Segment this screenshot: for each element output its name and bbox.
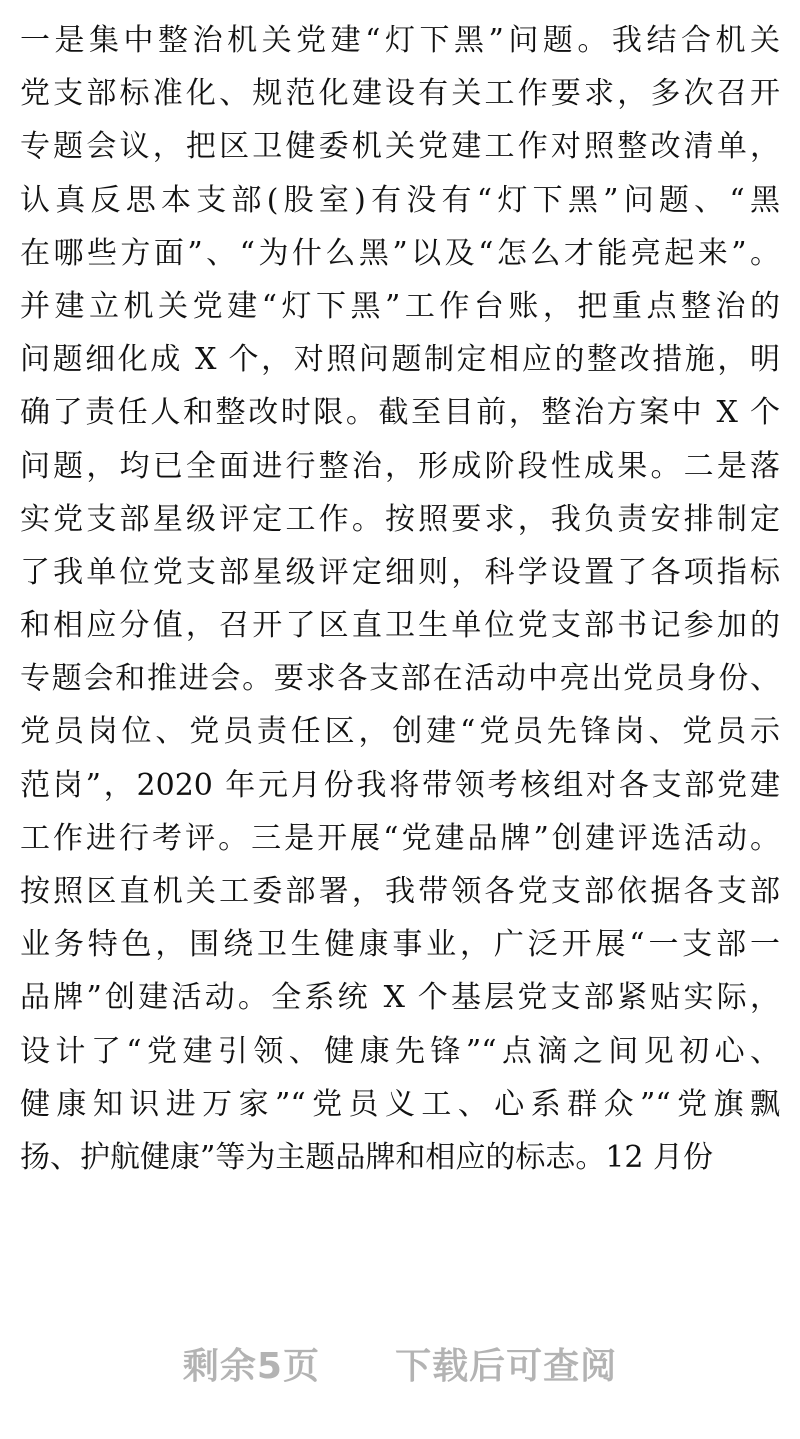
- text-line: 和相应分值，召开了区直卫生单位党支部书记参加的: [20, 608, 780, 644]
- text-line: 扬、护航健康”等为主题品牌和相应的标志。12 月份: [20, 1139, 714, 1175]
- text-line: 认真反思本支部(股室)有没有“灯下黑”问题、“黑: [20, 182, 780, 218]
- text-line: 问题细化成 X 个，对照问题制定相应的整改措施，明: [20, 342, 780, 378]
- text-line: 确了责任人和整改时限。截至目前，整治方案中 X 个: [20, 395, 780, 431]
- text-line: 党员岗位、党员责任区，创建“党员先锋岗、党员示: [20, 714, 780, 750]
- text-line: 了我单位党支部星级评定细则，科学设置了各项指标: [20, 554, 780, 590]
- text-line: 专题会和推进会。要求各支部在活动中亮出党员身份、: [20, 661, 780, 697]
- text-line: 工作进行考评。三是开展“党建品牌”创建评选活动。: [20, 820, 780, 856]
- text-line: 健康知识进万家”“党员义工、心系群众”“党旗飘: [20, 1086, 780, 1122]
- text-line: 范岗”，2020 年元月份我将带领考核组对各支部党建: [20, 767, 780, 803]
- text-line: 设计了“党建引领、健康先锋”“点滴之间见初心、: [20, 1033, 780, 1069]
- text-line: 在哪些方面”、“为什么黑”以及“怎么才能亮起来”。: [20, 235, 780, 271]
- text-line: 专题会议，把区卫健委机关党建工作对照整改清单，: [20, 129, 780, 165]
- text-line: 业务特色，围绕卫生健康事业，广泛开展“一支部一: [20, 927, 780, 963]
- text-line: 实党支部星级评定工作。按照要求，我负责安排制定: [20, 501, 780, 537]
- text-line: 按照区直机关工委部署，我带领各党支部依据各支部: [20, 874, 780, 909]
- text-line: 并建立机关党建“灯下黑”工作台账，把重点整治的: [20, 288, 780, 324]
- text-line: 问题，均已全面进行整治，形成阶段性成果。二是落: [20, 448, 780, 484]
- download-hint-text: 下载后可查阅: [395, 1346, 618, 1387]
- remaining-pages-text: 剩余5页: [182, 1346, 320, 1387]
- text-line: 品牌”创建活动。全系统 X 个基层党支部紧贴实际，: [20, 980, 780, 1016]
- document-body: [20, 14, 780, 1184]
- download-prompt[interactable]: [0, 1338, 800, 1388]
- text-line: 一是集中整治机关党建“灯下黑”问题。我结合机关: [20, 23, 780, 58]
- text-line: 党支部标准化、规范化建设有关工作要求，多次召开: [20, 76, 780, 112]
